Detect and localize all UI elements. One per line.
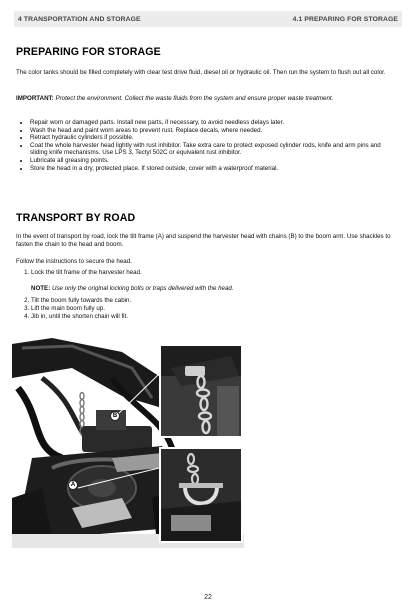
note-label: NOTE: [31,285,51,292]
transport-note [31,285,234,292]
page-header [14,11,402,27]
note-text: Use only the original locking bolts or traps delivered with the head. [51,285,234,292]
callout-b-marker: B [110,411,120,421]
list-item: • Coat the whole harvester head lightly with rust inhibitor. Take extra care to protect exposed cylinder rods, knife and arm pins and sliding knife mechanisms. Use LPS 3, Tectyl 502C or equivalent rust inhibitor. [30,142,396,157]
storage-intro: The color tanks should be filled completely with clear test drive fluid, diesel oil or hydraulic oil. Then run the system to flush out all color. [16,69,386,76]
list-item: 4. Jib in, until the shorten chain will fit. [31,313,391,321]
list-item: • Wash the head and paint worn areas to prevent rust. Replace decals, where needed. [30,127,396,135]
list-item: • Store the head in a dry, protected place. If stored outside, cover with a waterproof material. [30,165,396,173]
list-item: 3. Lift the main boom fully up. [31,305,391,313]
callout-a-marker: A [68,480,78,490]
important-label: IMPORTANT: [16,95,54,102]
list-item: • Lubricate all greasing points. [30,157,396,165]
transport-steps-rest [16,297,391,321]
chapter-title: 4 TRANSPORTATION AND STORAGE [18,15,141,23]
section-title: 4.1 PREPARING FOR STORAGE [292,15,398,23]
list-item: • Retract hydraulic cylinders if possible. [30,134,396,142]
list-item: • Repair worn or damaged parts. Install new parts, if necessary, to avoid needless delays later. [30,119,396,127]
transport-intro: In the event of transport by road, lock the tilt frame (A) and suspend the harvester head with chains (B) to the boom arm. Use shackles to fasten the chain to the head and boom. [16,233,391,249]
list-item: 1. Lock the tilt frame of the harvester head. [31,269,391,277]
transport-follow: Follow the instructions to secure the head. [16,258,132,265]
transport-steps-first [16,269,391,277]
transport-heading: TRANSPORT BY ROAD [16,212,136,224]
figure-callouts [12,338,244,548]
important-text: Protect the environment. Collect the waste fluids from the system and ensure proper waste treatment. [55,95,334,102]
storage-checklist [16,119,396,172]
list-item: 2. Tilt the boom fully towards the cabin. [31,297,391,305]
important-notice [16,95,398,103]
page-number: 22 [204,594,212,601]
storage-heading: PREPARING FOR STORAGE [16,46,161,58]
